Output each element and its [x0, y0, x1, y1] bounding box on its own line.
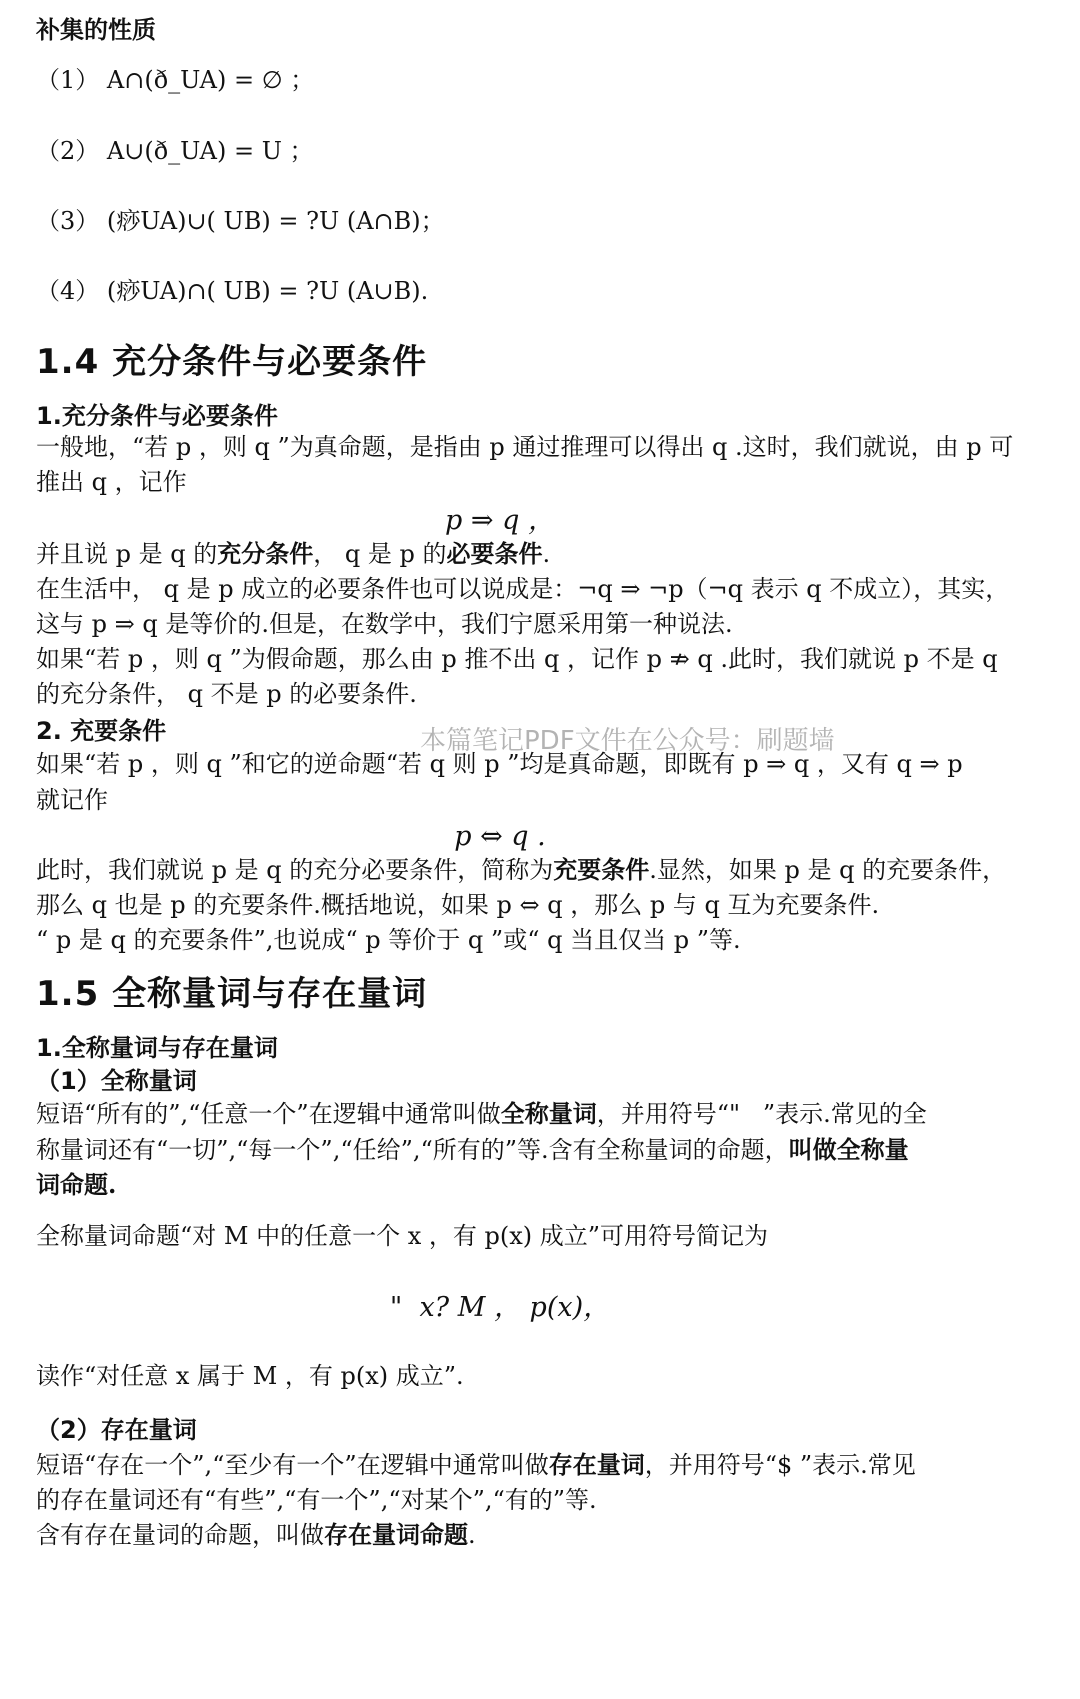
term-sufficient: 充分条件: [217, 539, 314, 568]
paragraph-line: 此时，我们就说 p 是 q 的充分必要条件，简称为充要条件.显然，如果 p 是 q 的充要条件，: [36, 855, 1007, 884]
paragraph-line: 推出 q ，记作: [36, 468, 187, 496]
universal-title: （1）全称量词: [36, 1067, 197, 1095]
paragraph-line: “ p 是 q 的充要条件”,也说成“ p 等价于 q ”或“ q 当且仅当 p ”等.: [36, 926, 741, 954]
complement-item-1: （1） A∩(ð_UA) = ∅ ；: [36, 66, 315, 94]
paragraph-line: 短语“存在一个”,“至少有一个”在逻辑中通常叫做存在量词，并用符号“$ ”表示.常见: [36, 1450, 916, 1479]
paragraph-line: 就记作: [36, 786, 108, 814]
paragraph-line: 称量词还有“一切”,“每一个”,“任给”,“所有的”等.含有全称量词的命题，叫做全称量: [36, 1135, 909, 1164]
watermark-text: 本篇笔记PDF文件在公众号：刷题墙: [420, 726, 835, 756]
section-1-5-sub1-title: 1.全称量词与存在量词: [36, 1034, 278, 1062]
paragraph-line: 在生活中， q 是 p 成立的必要条件也可以说成是：¬q ⇒ ¬p（¬q 表示 q 不成立），其实，: [36, 575, 1010, 603]
formula-universal: " x? M ， p(x)，: [389, 1292, 611, 1323]
section-1-4-heading: 1.4 充分条件与必要条件: [36, 342, 428, 382]
paragraph-line: 短语“所有的”,“任意一个”在逻辑中通常叫做全称量词，并用符号“" ”表示.常见的全: [36, 1099, 927, 1128]
paragraph-line: 含有存在量词的命题，叫做存在量词命题.: [36, 1520, 476, 1549]
paragraph-line: 这与 p ⇒ q 是等价的.但是，在数学中，我们宁愿采用第一种说法.: [36, 610, 733, 638]
complement-item-2: （2） A∪(ð_UA) = U ；: [36, 137, 314, 165]
paragraph-line: 词命题.: [36, 1170, 117, 1199]
section-1-5-heading: 1.5 全称量词与存在量词: [36, 974, 428, 1014]
paragraph-line: 如果“若 p ，则 q ”和它的逆命题“若 q 则 p ”均是真命题，即既有 p ⇒ q ，又有 q ⇒ p: [36, 750, 963, 778]
term-iff: 充要条件: [553, 855, 650, 884]
formula-iff: p ⇔ q .: [454, 821, 546, 852]
section-1-4-sub2-title: 2. 充要条件: [36, 717, 167, 745]
paragraph-line: 并且说 p 是 q 的充分条件， q 是 p 的必要条件.: [36, 539, 551, 568]
paragraph-line: 读作“对任意 x 属于 M ，有 p(x) 成立”.: [36, 1362, 464, 1390]
paragraph-line: 一般地，“若 p ，则 q ”为真命题，是指由 p 通过推理可以得出 q .这时，我们就说，由 p 可: [36, 433, 1014, 461]
formula-implies: p ⇒ q ，: [445, 505, 555, 536]
complement-title: 补集的性质: [36, 16, 156, 44]
paragraph-line: 那么 q 也是 p 的充要条件.概括地说，如果 p ⇔ q ，那么 p 与 q 互为充要条件.: [36, 891, 880, 919]
complement-item-3: （3） (痧UA)∪( UB) = ?U (A∩B)；: [36, 207, 445, 235]
term-universal-quantifier: 全称量词: [500, 1099, 597, 1128]
term-existential-proposition: 存在量词命题: [324, 1520, 468, 1549]
section-1-4-sub1-title: 1.充分条件与必要条件: [36, 402, 278, 430]
term-existential-quantifier: 存在量词: [548, 1450, 645, 1479]
paragraph-line: 如果“若 p ，则 q ”为假命题，那么由 p 推不出 q ，记作 p ⇏ q .此时，我们就说 p 不是 q: [36, 645, 998, 673]
term-necessary: 必要条件: [446, 539, 543, 568]
paragraph-line: 全称量词命题“对 M 中的任意一个 x ，有 p(x) 成立”可用符号简记为: [36, 1222, 769, 1250]
paragraph-line: 的充分条件， q 不是 p 的必要条件.: [36, 680, 417, 708]
existential-title: （2）存在量词: [36, 1416, 197, 1444]
paragraph-line: 的存在量词还有“有些”,“有一个”,“对某个”,“有的”等.: [36, 1486, 597, 1514]
complement-item-4: （4） (痧UA)∩( UB) = ?U (A∪B).: [36, 277, 429, 305]
